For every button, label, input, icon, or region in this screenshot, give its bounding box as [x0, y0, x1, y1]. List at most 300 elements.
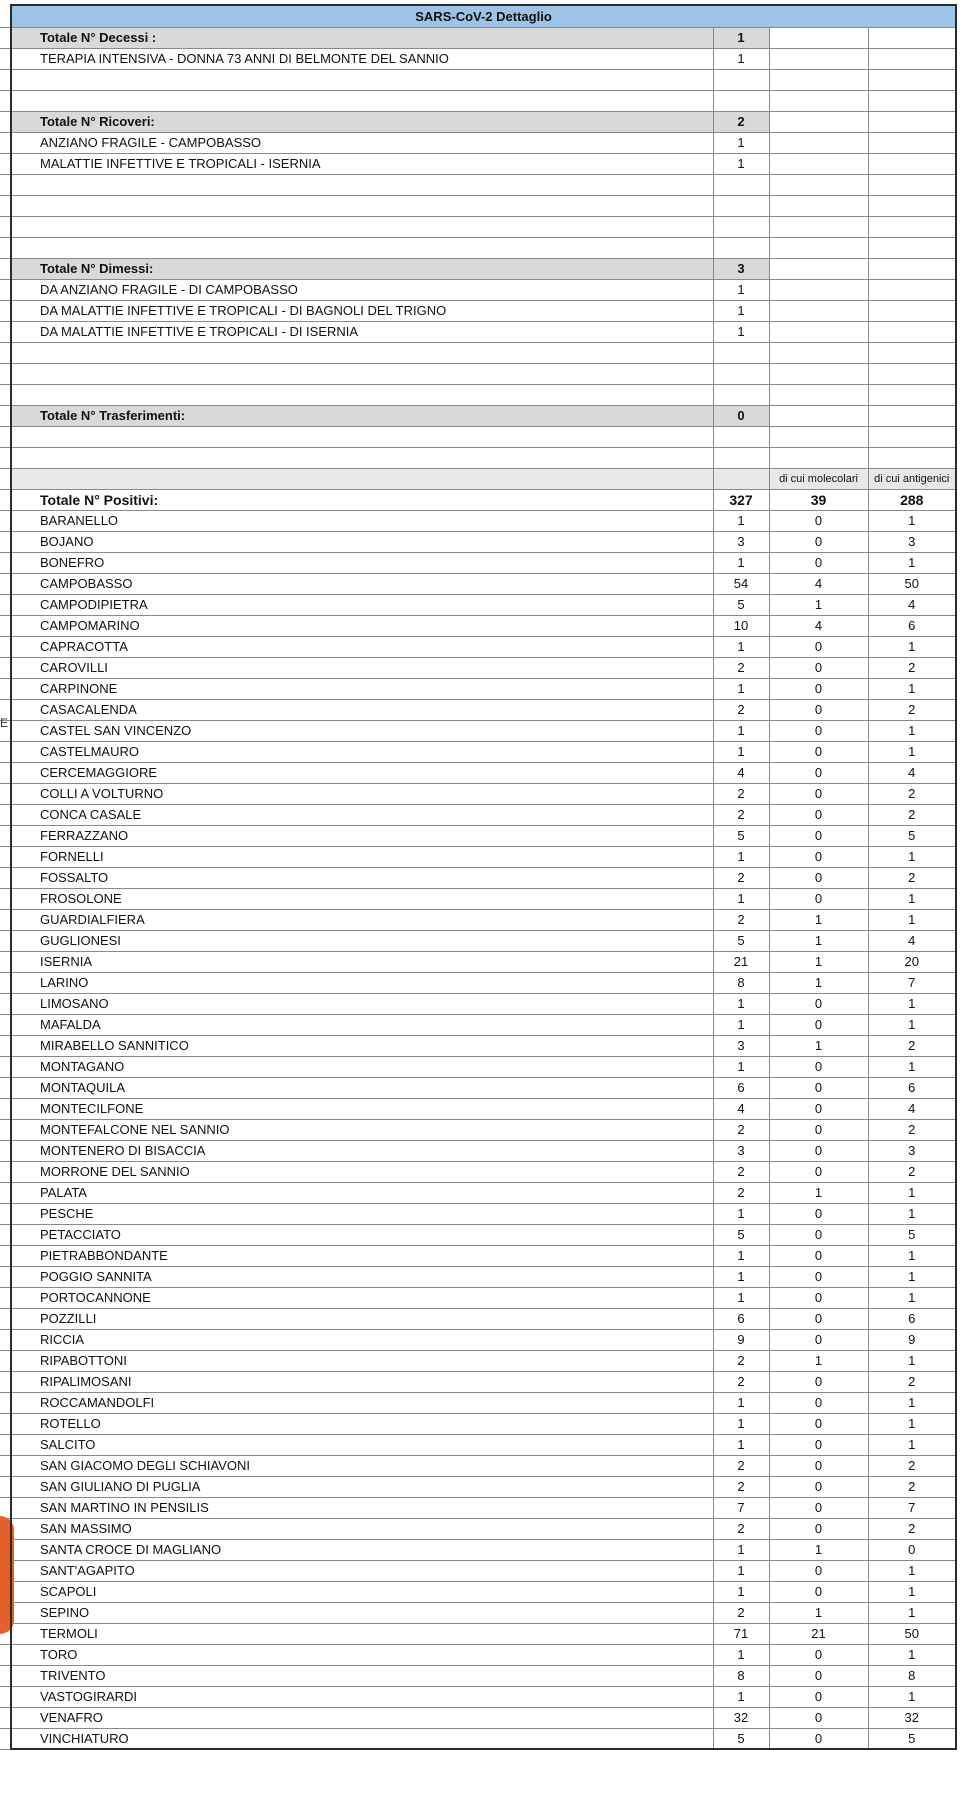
comune-total: 1 — [713, 1539, 769, 1560]
table-row — [11, 1665, 956, 1686]
comune-molecolari: 0 — [769, 1392, 868, 1413]
list-item — [11, 321, 956, 342]
comune-antigenici: 1 — [868, 1413, 956, 1434]
comune-total: 1 — [713, 552, 769, 573]
empty-cell — [713, 90, 769, 111]
table-row — [11, 531, 956, 552]
comune-antigenici: 9 — [868, 1329, 956, 1350]
table-row — [11, 1329, 956, 1350]
empty-cell — [769, 195, 868, 216]
comune-molecolari: 0 — [769, 804, 868, 825]
margin-gridline — [0, 1413, 10, 1414]
empty-cell — [713, 195, 769, 216]
comune-total: 1 — [713, 1686, 769, 1707]
comune-name: ROCCAMANDOLFI — [11, 1392, 713, 1413]
comune-antigenici: 2 — [868, 804, 956, 825]
column-header-molecolari: di cui molecolari — [769, 468, 868, 489]
comune-antigenici: 7 — [868, 972, 956, 993]
table-row — [11, 1434, 956, 1455]
comune-molecolari: 0 — [769, 1665, 868, 1686]
comune-antigenici: 1 — [868, 993, 956, 1014]
comune-name: SANT'AGAPITO — [11, 1560, 713, 1581]
comune-name: PESCHE — [11, 1203, 713, 1224]
comune-molecolari: 0 — [769, 741, 868, 762]
item-name: TERAPIA INTENSIVA - DONNA 73 ANNI DI BELMONTE DEL SANNIO — [11, 48, 713, 69]
table-row — [11, 573, 956, 594]
table-row — [11, 867, 956, 888]
comune-molecolari: 1 — [769, 1182, 868, 1203]
margin-gridline — [0, 804, 10, 805]
comune-molecolari: 0 — [769, 1371, 868, 1392]
comune-total: 1 — [713, 636, 769, 657]
table-row — [11, 1140, 956, 1161]
comune-total: 2 — [713, 909, 769, 930]
comune-antigenici: 50 — [868, 573, 956, 594]
empty-cell — [713, 237, 769, 258]
margin-gridline — [0, 1434, 10, 1435]
comune-name: PALATA — [11, 1182, 713, 1203]
comune-molecolari: 4 — [769, 615, 868, 636]
comune-name: SALCITO — [11, 1434, 713, 1455]
section-header-ricoveri — [11, 111, 956, 132]
comune-total: 2 — [713, 1602, 769, 1623]
table-row — [11, 1686, 956, 1707]
comune-antigenici: 1 — [868, 1581, 956, 1602]
comune-name: CASACALENDA — [11, 699, 713, 720]
table-row — [11, 1644, 956, 1665]
comune-antigenici: 1 — [868, 909, 956, 930]
positivi-label: Totale N° Positivi: — [11, 489, 713, 510]
comune-total: 2 — [713, 657, 769, 678]
comune-name: POGGIO SANNITA — [11, 1266, 713, 1287]
positivi-total-molecolari: 39 — [769, 489, 868, 510]
item-value: 1 — [713, 279, 769, 300]
margin-gridline — [0, 573, 10, 574]
margin-gridline — [0, 825, 10, 826]
comune-antigenici: 0 — [868, 1539, 956, 1560]
comune-total: 5 — [713, 930, 769, 951]
empty-cell — [868, 48, 956, 69]
table-row — [11, 1623, 956, 1644]
empty-cell — [868, 27, 956, 48]
empty-cell — [11, 216, 713, 237]
comune-antigenici: 2 — [868, 1161, 956, 1182]
comune-name: SEPINO — [11, 1602, 713, 1623]
comune-name: SANTA CROCE DI MAGLIANO — [11, 1539, 713, 1560]
comune-name: BOJANO — [11, 531, 713, 552]
comune-name: MIRABELLO SANNITICO — [11, 1035, 713, 1056]
table-row — [11, 993, 956, 1014]
empty-cell — [769, 300, 868, 321]
margin-gridline — [0, 1686, 10, 1687]
list-item — [11, 153, 956, 174]
item-name: DA MALATTIE INFETTIVE E TROPICALI - DI ISERNIA — [11, 321, 713, 342]
comune-molecolari: 1 — [769, 909, 868, 930]
comune-total: 1 — [713, 1413, 769, 1434]
comune-total: 5 — [713, 1728, 769, 1749]
margin-gridline — [0, 510, 10, 511]
section-header-trasferimenti — [11, 405, 956, 426]
table-row — [11, 1203, 956, 1224]
margin-gridline — [0, 1749, 10, 1750]
table-row — [11, 783, 956, 804]
margin-gridline — [0, 405, 10, 406]
comune-total: 1 — [713, 888, 769, 909]
comune-molecolari: 0 — [769, 1224, 868, 1245]
comune-antigenici: 50 — [868, 1623, 956, 1644]
table-row — [11, 1266, 956, 1287]
list-item — [11, 300, 956, 321]
margin-gridline — [0, 111, 10, 112]
margin-gridline — [0, 993, 10, 994]
empty-cell — [769, 426, 868, 447]
comune-total: 8 — [713, 972, 769, 993]
comune-total: 1 — [713, 678, 769, 699]
empty-cell — [713, 342, 769, 363]
comune-name: MONTECILFONE — [11, 1098, 713, 1119]
margin-gridline — [0, 132, 10, 133]
empty-cell — [769, 111, 868, 132]
item-value: 1 — [713, 48, 769, 69]
comune-total: 32 — [713, 1707, 769, 1728]
comune-antigenici: 2 — [868, 699, 956, 720]
empty-cell — [713, 69, 769, 90]
margin-gridline — [0, 783, 10, 784]
empty-cell — [868, 90, 956, 111]
comune-name: CASTELMAURO — [11, 741, 713, 762]
empty-cell — [769, 90, 868, 111]
comune-antigenici: 2 — [868, 657, 956, 678]
empty-cell — [868, 216, 956, 237]
comune-name: MORRONE DEL SANNIO — [11, 1161, 713, 1182]
comune-molecolari: 0 — [769, 1077, 868, 1098]
comune-molecolari: 0 — [769, 1266, 868, 1287]
comune-total: 2 — [713, 804, 769, 825]
comune-name: SAN MARTINO IN PENSILIS — [11, 1497, 713, 1518]
comune-total: 3 — [713, 1140, 769, 1161]
margin-gridline — [0, 1707, 10, 1708]
empty-cell — [769, 27, 868, 48]
comune-antigenici: 2 — [868, 783, 956, 804]
margin-gridline — [0, 1287, 10, 1288]
table-row — [11, 1581, 956, 1602]
section-total: 2 — [713, 111, 769, 132]
item-name: ANZIANO FRAGILE - CAMPOBASSO — [11, 132, 713, 153]
comune-antigenici: 1 — [868, 1266, 956, 1287]
margin-gridline — [0, 1392, 10, 1393]
comune-name: CAMPOMARINO — [11, 615, 713, 636]
comune-molecolari: 1 — [769, 930, 868, 951]
empty-cell — [868, 69, 956, 90]
empty-cell — [769, 174, 868, 195]
table-row — [11, 1518, 956, 1539]
comune-total: 1 — [713, 1560, 769, 1581]
comune-molecolari: 0 — [769, 552, 868, 573]
comune-total: 2 — [713, 1182, 769, 1203]
comune-antigenici: 5 — [868, 1224, 956, 1245]
margin-gridline — [0, 27, 10, 28]
table-row — [11, 825, 956, 846]
comune-total: 2 — [713, 1371, 769, 1392]
comune-antigenici: 4 — [868, 930, 956, 951]
empty-row — [11, 90, 956, 111]
margin-gridline — [0, 1161, 10, 1162]
comune-molecolari: 0 — [769, 1413, 868, 1434]
margin-gridline — [0, 468, 10, 469]
comune-name: FOSSALTO — [11, 867, 713, 888]
comune-molecolari: 0 — [769, 1476, 868, 1497]
comune-molecolari: 0 — [769, 1560, 868, 1581]
comune-molecolari: 1 — [769, 1602, 868, 1623]
empty-cell — [868, 342, 956, 363]
comune-antigenici: 1 — [868, 846, 956, 867]
table-row — [11, 1455, 956, 1476]
table-row — [11, 1728, 956, 1749]
comune-antigenici: 1 — [868, 1350, 956, 1371]
comune-total: 21 — [713, 951, 769, 972]
comune-molecolari: 0 — [769, 867, 868, 888]
margin-gridline — [0, 1077, 10, 1078]
comune-molecolari: 0 — [769, 1203, 868, 1224]
empty-cell — [769, 132, 868, 153]
comune-molecolari: 0 — [769, 846, 868, 867]
comune-antigenici: 1 — [868, 1245, 956, 1266]
margin-gridline — [0, 48, 10, 49]
section-label: Totale N° Trasferimenti: — [11, 405, 713, 426]
empty-row — [11, 174, 956, 195]
comune-name: TORO — [11, 1644, 713, 1665]
comune-antigenici: 1 — [868, 510, 956, 531]
comune-molecolari: 0 — [769, 657, 868, 678]
comune-total: 1 — [713, 1581, 769, 1602]
empty-cell — [713, 426, 769, 447]
detail-table — [10, 4, 957, 1750]
comune-antigenici: 4 — [868, 594, 956, 615]
empty-cell — [713, 384, 769, 405]
comune-molecolari: 0 — [769, 762, 868, 783]
positivi-total: 327 — [713, 489, 769, 510]
table-row — [11, 1098, 956, 1119]
comune-molecolari: 1 — [769, 1539, 868, 1560]
comune-total: 1 — [713, 993, 769, 1014]
table-row — [11, 1707, 956, 1728]
comune-total: 1 — [713, 1014, 769, 1035]
comune-antigenici: 1 — [868, 1014, 956, 1035]
empty-cell — [11, 69, 713, 90]
margin-gridline — [0, 1308, 10, 1309]
comune-antigenici: 1 — [868, 1056, 956, 1077]
empty-cell — [868, 426, 956, 447]
comune-name: CAMPOBASSO — [11, 573, 713, 594]
margin-gridline — [0, 846, 10, 847]
comune-total: 1 — [713, 1287, 769, 1308]
comune-total: 3 — [713, 1035, 769, 1056]
comune-molecolari: 0 — [769, 510, 868, 531]
comune-name: VINCHIATURO — [11, 1728, 713, 1749]
comune-total: 1 — [713, 1203, 769, 1224]
comune-molecolari: 0 — [769, 1161, 868, 1182]
margin-gridline — [0, 258, 10, 259]
comune-molecolari: 4 — [769, 573, 868, 594]
comune-total: 1 — [713, 846, 769, 867]
table-row — [11, 888, 956, 909]
empty-cell — [713, 447, 769, 468]
comune-name: PORTOCANNONE — [11, 1287, 713, 1308]
table-row — [11, 1371, 956, 1392]
empty-cell — [713, 363, 769, 384]
table-row — [11, 1602, 956, 1623]
empty-row — [11, 237, 956, 258]
comune-name: LIMOSANO — [11, 993, 713, 1014]
comune-antigenici: 5 — [868, 1728, 956, 1749]
comune-antigenici: 2 — [868, 1518, 956, 1539]
comune-antigenici: 1 — [868, 1686, 956, 1707]
list-item — [11, 48, 956, 69]
table-row — [11, 1392, 956, 1413]
table-row — [11, 972, 956, 993]
comune-antigenici: 1 — [868, 1203, 956, 1224]
table-row — [11, 930, 956, 951]
comune-molecolari: 0 — [769, 1581, 868, 1602]
empty-cell — [11, 447, 713, 468]
margin-gridline — [0, 1098, 10, 1099]
comune-antigenici: 32 — [868, 1707, 956, 1728]
comune-total: 1 — [713, 720, 769, 741]
margin-gridline — [0, 1119, 10, 1120]
section-total: 3 — [713, 258, 769, 279]
comune-molecolari: 0 — [769, 1056, 868, 1077]
comune-name: MONTAQUILA — [11, 1077, 713, 1098]
margin-gridline — [0, 489, 10, 490]
margin-gridline — [0, 1728, 10, 1729]
margin-gridline — [0, 279, 10, 280]
empty-cell — [11, 468, 713, 489]
comune-antigenici: 2 — [868, 1371, 956, 1392]
margin-gridline — [0, 594, 10, 595]
empty-cell — [868, 321, 956, 342]
margin-gridline — [0, 363, 10, 364]
margin-gridline — [0, 762, 10, 763]
table-row — [11, 636, 956, 657]
list-item — [11, 132, 956, 153]
comune-total: 1 — [713, 741, 769, 762]
margin-gridline — [0, 741, 10, 742]
margin-gridline — [0, 447, 10, 448]
item-name: DA MALATTIE INFETTIVE E TROPICALI - DI BAGNOLI DEL TRIGNO — [11, 300, 713, 321]
comune-molecolari: 0 — [769, 1308, 868, 1329]
comune-antigenici: 2 — [868, 1476, 956, 1497]
table-row — [11, 1224, 956, 1245]
margin-gridline — [0, 972, 10, 973]
table-row — [11, 741, 956, 762]
edge-glyph: E — [0, 716, 9, 730]
empty-cell — [769, 384, 868, 405]
comune-name: SAN GIACOMO DEGLI SCHIAVONI — [11, 1455, 713, 1476]
empty-cell — [769, 216, 868, 237]
column-header-antigenici: di cui antigenici — [868, 468, 956, 489]
comune-antigenici: 20 — [868, 951, 956, 972]
comune-antigenici: 1 — [868, 1434, 956, 1455]
table-row — [11, 594, 956, 615]
margin-gridline — [0, 1644, 10, 1645]
comune-name: ROTELLO — [11, 1413, 713, 1434]
margin-gridline — [0, 699, 10, 700]
table-row — [11, 678, 956, 699]
comune-antigenici: 1 — [868, 741, 956, 762]
positivi-total-row — [11, 489, 956, 510]
comune-molecolari: 0 — [769, 1686, 868, 1707]
item-value: 1 — [713, 300, 769, 321]
table-row — [11, 1245, 956, 1266]
comune-antigenici: 2 — [868, 1455, 956, 1476]
comune-total: 1 — [713, 1266, 769, 1287]
margin-gridline — [0, 174, 10, 175]
margin-gridline — [0, 888, 10, 889]
empty-cell — [713, 174, 769, 195]
section-header-dimessi — [11, 258, 956, 279]
comune-name: SAN MASSIMO — [11, 1518, 713, 1539]
comune-total: 54 — [713, 573, 769, 594]
comune-name: FROSOLONE — [11, 888, 713, 909]
comune-total: 71 — [713, 1623, 769, 1644]
comune-name: MONTAGANO — [11, 1056, 713, 1077]
comune-total: 9 — [713, 1329, 769, 1350]
comune-name: TERMOLI — [11, 1623, 713, 1644]
comune-name: CARPINONE — [11, 678, 713, 699]
comune-total: 7 — [713, 1497, 769, 1518]
table-row — [11, 1560, 956, 1581]
margin-gridline — [0, 615, 10, 616]
comune-molecolari: 0 — [769, 1287, 868, 1308]
comune-antigenici: 1 — [868, 1287, 956, 1308]
empty-cell — [769, 153, 868, 174]
margin-gridline — [0, 90, 10, 91]
empty-cell — [868, 258, 956, 279]
margin-gridline — [0, 384, 10, 385]
item-name: MALATTIE INFETTIVE E TROPICALI - ISERNIA — [11, 153, 713, 174]
empty-cell — [868, 447, 956, 468]
margin-gridline — [0, 1350, 10, 1351]
margin-gridline — [0, 426, 10, 427]
empty-cell — [868, 237, 956, 258]
comune-molecolari: 0 — [769, 1497, 868, 1518]
comune-molecolari: 0 — [769, 1707, 868, 1728]
comune-name: CERCEMAGGIORE — [11, 762, 713, 783]
item-value: 1 — [713, 132, 769, 153]
positivi-subheader-row — [11, 468, 956, 489]
comune-name: CAPRACOTTA — [11, 636, 713, 657]
margin-gridline — [0, 909, 10, 910]
margin-gridline — [0, 678, 10, 679]
comune-total: 5 — [713, 594, 769, 615]
comune-antigenici: 6 — [868, 1308, 956, 1329]
comune-antigenici: 6 — [868, 615, 956, 636]
comune-total: 1 — [713, 510, 769, 531]
empty-cell — [769, 321, 868, 342]
comune-total: 1 — [713, 1434, 769, 1455]
section-label: Totale N° Decessi : — [11, 27, 713, 48]
comune-molecolari: 0 — [769, 1245, 868, 1266]
comune-antigenici: 7 — [868, 1497, 956, 1518]
comune-molecolari: 0 — [769, 888, 868, 909]
table-row — [11, 1161, 956, 1182]
margin-gridline — [0, 930, 10, 931]
comune-antigenici: 4 — [868, 1098, 956, 1119]
table-header-row — [11, 5, 956, 27]
empty-cell — [769, 48, 868, 69]
margin-gridline — [0, 531, 10, 532]
comune-name: RICCIA — [11, 1329, 713, 1350]
